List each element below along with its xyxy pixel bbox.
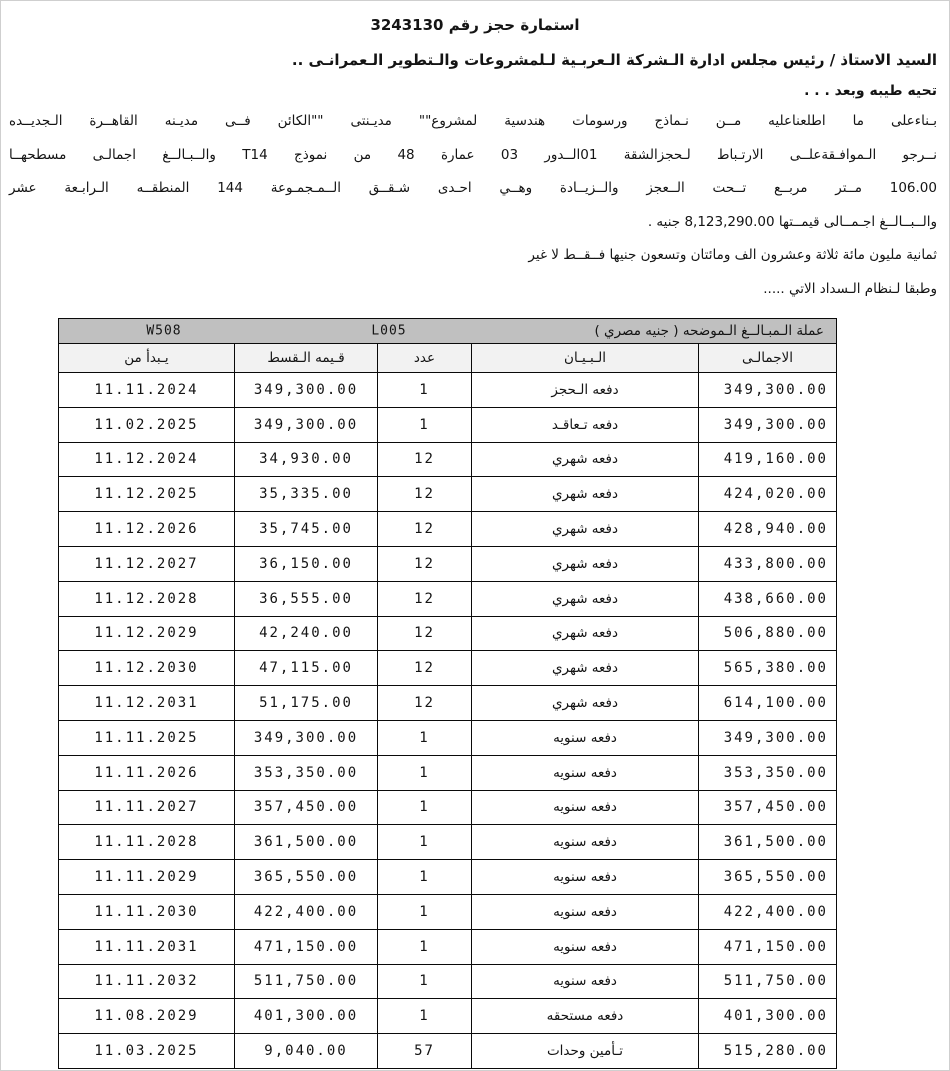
cell-description: دفعه سنويه xyxy=(472,929,699,964)
cell-start-date: 11.11.2029 xyxy=(58,860,234,895)
cell-total: 471,150.00 xyxy=(699,929,837,964)
cell-count: 1 xyxy=(378,755,472,790)
cell-total: 428,940.00 xyxy=(699,512,837,547)
greeting-line: تحيه طيبه وبعد . . . xyxy=(804,83,937,99)
cell-start-date: 11.12.2029 xyxy=(58,616,234,651)
table-row xyxy=(58,442,836,477)
cell-total: 506,880.00 xyxy=(699,616,837,651)
cell-count: 57 xyxy=(378,1034,472,1069)
cell-count: 1 xyxy=(378,373,472,408)
cell-total: 349,300.00 xyxy=(699,720,837,755)
body-line-6: وطبقا لـنظام الـسداد الاتي ..... xyxy=(763,280,937,297)
cell-description: تـأمين وحدات xyxy=(472,1034,699,1069)
header-total: الاجمالـى xyxy=(699,344,837,373)
cell-description: دفعه الـحجز xyxy=(472,373,699,408)
unit-code-w508: W508 xyxy=(146,323,182,339)
page-title: استمارة حجز رقم 3243130 xyxy=(370,16,580,34)
currency-label: عملة الـمبـالــغ الـموضحه ( جنيه مصري ) xyxy=(594,323,824,339)
cell-description: دفعه سنويه xyxy=(472,790,699,825)
cell-start-date: 11.12.2025 xyxy=(58,477,234,512)
table-row xyxy=(58,1034,836,1069)
cell-total: 361,500.00 xyxy=(699,825,837,860)
cell-description: دفعه سنويه xyxy=(472,894,699,929)
cell-count: 1 xyxy=(378,720,472,755)
cell-installment: 42,240.00 xyxy=(235,616,378,651)
cell-installment: 422,400.00 xyxy=(235,894,378,929)
table-row xyxy=(58,477,836,512)
table-row xyxy=(58,755,836,790)
cell-count: 1 xyxy=(378,999,472,1034)
cell-description: دفعه شهري xyxy=(472,686,699,721)
cell-start-date: 11.02.2025 xyxy=(58,407,234,442)
cell-total: 419,160.00 xyxy=(699,442,837,477)
cell-description: دفعه مستحقه xyxy=(472,999,699,1034)
cell-start-date: 11.12.2026 xyxy=(58,512,234,547)
cell-installment: 34,930.00 xyxy=(235,442,378,477)
cell-description: دفعه سنويه xyxy=(472,825,699,860)
cell-description: دفعه شهري xyxy=(472,651,699,686)
cell-count: 1 xyxy=(378,929,472,964)
cell-description: دفعه شهري xyxy=(472,442,699,477)
cell-count: 1 xyxy=(378,790,472,825)
column-header-row xyxy=(58,344,836,373)
cell-installment: 9,040.00 xyxy=(235,1034,378,1069)
cell-start-date: 11.11.2030 xyxy=(58,894,234,929)
cell-count: 12 xyxy=(378,546,472,581)
cell-installment: 349,300.00 xyxy=(235,407,378,442)
cell-count: 12 xyxy=(378,477,472,512)
table-row xyxy=(58,407,836,442)
cell-count: 1 xyxy=(378,825,472,860)
header-installment: قـيمه الـقسط xyxy=(235,344,378,373)
cell-start-date: 11.08.2029 xyxy=(58,999,234,1034)
table-row xyxy=(58,790,836,825)
cell-total: 365,550.00 xyxy=(699,860,837,895)
addressee-line: السيد الاستاذ / رئيس مجلس ادارة الـشركة الـعربـية لـلمشروعات والـتطوير الـعمرانـى .. xyxy=(291,51,937,69)
cell-total: 565,380.00 xyxy=(699,651,837,686)
cell-count: 1 xyxy=(378,407,472,442)
cell-start-date: 11.11.2027 xyxy=(58,790,234,825)
cell-total: 349,300.00 xyxy=(699,373,837,408)
cell-start-date: 11.12.2024 xyxy=(58,442,234,477)
table-row xyxy=(58,825,836,860)
table-row xyxy=(58,686,836,721)
cell-count: 1 xyxy=(378,894,472,929)
cell-installment: 35,745.00 xyxy=(235,512,378,547)
cell-count: 12 xyxy=(378,686,472,721)
table-row xyxy=(58,651,836,686)
table-row xyxy=(58,512,836,547)
cell-count: 12 xyxy=(378,512,472,547)
cell-start-date: 11.12.2030 xyxy=(58,651,234,686)
header-description: الـبـيـان xyxy=(472,344,699,373)
table-row xyxy=(58,860,836,895)
schedule-body xyxy=(58,373,836,1069)
body-line-5: ثمانية مليون مائة ثلاثة وعشرون الف ومائتان وتسعون جنيها فــقــط لا غير xyxy=(528,247,937,263)
cell-total: 438,660.00 xyxy=(699,581,837,616)
cell-total: 422,400.00 xyxy=(699,894,837,929)
table-row xyxy=(58,373,836,408)
cell-description: دفعه سنويه xyxy=(472,964,699,999)
cell-start-date: 11.12.2028 xyxy=(58,581,234,616)
currency-header-cell xyxy=(58,319,836,344)
cell-installment: 35,335.00 xyxy=(235,477,378,512)
cell-description: دفعه سنويه xyxy=(472,720,699,755)
cell-installment: 353,350.00 xyxy=(235,755,378,790)
cell-description: دفعه شهري xyxy=(472,546,699,581)
cell-description: دفعه سنويه xyxy=(472,860,699,895)
cell-total: 515,280.00 xyxy=(699,1034,837,1069)
cell-description: دفعه سنويه xyxy=(472,755,699,790)
table-row xyxy=(58,546,836,581)
cell-total: 401,300.00 xyxy=(699,999,837,1034)
cell-installment: 357,450.00 xyxy=(235,790,378,825)
cell-total: 424,020.00 xyxy=(699,477,837,512)
cell-start-date: 11.11.2026 xyxy=(58,755,234,790)
cell-installment: 365,550.00 xyxy=(235,860,378,895)
cell-description: دفعه شهري xyxy=(472,581,699,616)
cell-count: 12 xyxy=(378,651,472,686)
table-row xyxy=(58,999,836,1034)
body-paragraph xyxy=(9,105,937,306)
cell-count: 12 xyxy=(378,616,472,651)
cell-start-date: 11.12.2027 xyxy=(58,546,234,581)
table-row xyxy=(58,720,836,755)
body-line-2: نــرجو الـموافـقةعلــى الارتـباط لـحجزالشقة 01الــدور 03 عمارة 48 من نموذج T14 والــبـالــغ اجمالـى مسطحهــا xyxy=(9,146,937,163)
cell-start-date: 11.11.2025 xyxy=(58,720,234,755)
cell-start-date: 11.11.2028 xyxy=(58,825,234,860)
cell-installment: 36,150.00 xyxy=(235,546,378,581)
cell-count: 12 xyxy=(378,581,472,616)
unit-code-l005: L005 xyxy=(371,323,407,339)
table-row xyxy=(58,616,836,651)
cell-total: 357,450.00 xyxy=(699,790,837,825)
currency-header-row xyxy=(58,319,836,344)
cell-installment: 36,555.00 xyxy=(235,581,378,616)
cell-start-date: 11.11.2024 xyxy=(58,373,234,408)
payment-schedule-table xyxy=(58,318,837,1069)
header-count: عدد xyxy=(378,344,472,373)
cell-installment: 361,500.00 xyxy=(235,825,378,860)
cell-count: 1 xyxy=(378,964,472,999)
cell-total: 353,350.00 xyxy=(699,755,837,790)
cell-start-date: 11.12.2031 xyxy=(58,686,234,721)
body-line-3: 106.00 مــتر مربــع تــحت الــعجز والــزيــادة وهــي احـدى شـقــق الــمـجمـوعة 144 المنطقــه الـرابـعة عشر xyxy=(9,180,937,196)
cell-total: 511,750.00 xyxy=(699,964,837,999)
header-start-date: يـبدأ من xyxy=(58,344,234,373)
table-row xyxy=(58,964,836,999)
cell-installment: 47,115.00 xyxy=(235,651,378,686)
cell-total: 349,300.00 xyxy=(699,407,837,442)
cell-start-date: 11.11.2031 xyxy=(58,929,234,964)
cell-installment: 511,750.00 xyxy=(235,964,378,999)
body-line-1: بـناءعلى ما اطلعناعليه مــن نـماذج ورسومات هندسية لمشروع"" مديـنتى ""الكائن فــى مديـنه القاهــرة الـجديــده xyxy=(9,113,937,129)
cell-description: دفعه شهري xyxy=(472,616,699,651)
table-row xyxy=(58,581,836,616)
cell-description: دفعه تـعاقـد xyxy=(472,407,699,442)
cell-installment: 471,150.00 xyxy=(235,929,378,964)
cell-start-date: 11.03.2025 xyxy=(58,1034,234,1069)
table-row xyxy=(58,894,836,929)
cell-installment: 401,300.00 xyxy=(235,999,378,1034)
cell-installment: 349,300.00 xyxy=(235,720,378,755)
body-line-4: والــبــالــغ اجـمــالى قيمــتها 8,123,290.00 جنيه . xyxy=(647,213,937,230)
cell-description: دفعه شهري xyxy=(472,512,699,547)
cell-total: 433,800.00 xyxy=(699,546,837,581)
cell-installment: 51,175.00 xyxy=(235,686,378,721)
cell-count: 12 xyxy=(378,442,472,477)
cell-start-date: 11.11.2032 xyxy=(58,964,234,999)
table-row xyxy=(58,929,836,964)
cell-description: دفعه شهري xyxy=(472,477,699,512)
cell-count: 1 xyxy=(378,860,472,895)
cell-total: 614,100.00 xyxy=(699,686,837,721)
cell-installment: 349,300.00 xyxy=(235,373,378,408)
